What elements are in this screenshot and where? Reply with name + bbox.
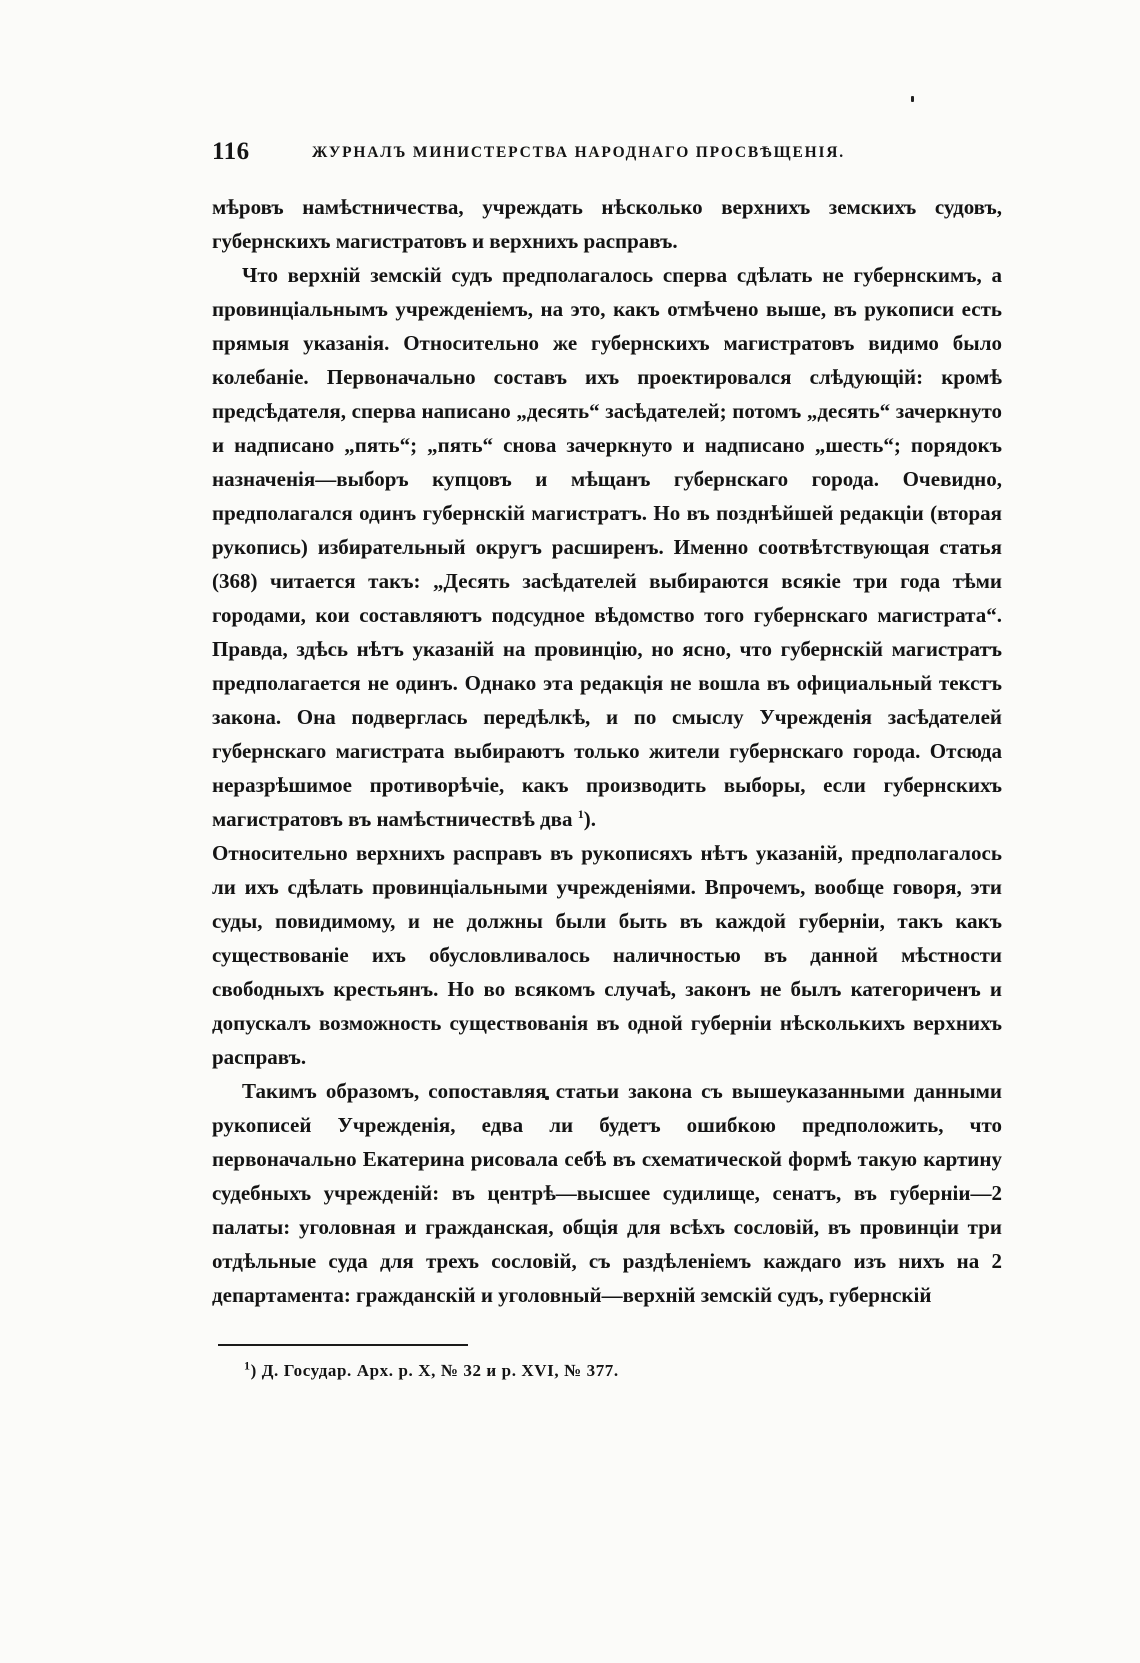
paragraph-magistrates-tail: ).	[583, 807, 597, 831]
footnote-divider	[218, 1344, 468, 1346]
footnote-reference: 1	[577, 807, 584, 821]
footnote-marker: 1	[244, 1358, 251, 1373]
scan-speck	[911, 96, 914, 102]
paragraph-conclusion: Такимъ образомъ, сопоставляя статьи закона съ вышеуказанными данными рукописей Учрежденія, едва ли будетъ ошибкою предположить, что первоначально Екатерина рисовала себѣ въ схематической формѣ такую картину судебныхъ учрежденій: въ центрѣ—высшее судилище, сенатъ, въ губерніи—2 палаты: уголовная и гражданская, общія для всѣхъ сословій, въ провинціи три отдѣльные суда для трехъ сословій, съ раздѣленіемъ каждаго изъ нихъ на 2 департамента: гражданскій и уголовный—верхній земскій судъ, губернскій	[212, 1079, 1002, 1307]
paragraph-rasprava: Относительно верхнихъ расправъ въ рукописяхъ нѣтъ указаній, предполагалось ли ихъ сдѣлать провинціальными учрежденіями. Впрочемъ, вообще говоря, эти суды, повидимому, и не должны были быть въ каждой губерніи, такъ какъ существованіе ихъ обусловливалось наличностью въ данной мѣстности свободныхъ крестьянъ. Но во всякомъ случаѣ, законъ не былъ категориченъ и допускалъ возможность существованія въ одной губерніи нѣсколькихъ верхнихъ расправъ.	[212, 841, 1002, 1069]
body-text	[212, 190, 1002, 1312]
page-number: 116	[212, 138, 250, 165]
paragraph-magistrates-text: Что верхній земскій судъ предполагалось сперва сдѣлать не губернскимъ, а провинціальнымъ учрежденіемъ, на это, какъ отмѣчено выше, въ рукописи есть прямыя указанія. Относительно же губернскихъ магистратовъ видимо было колебаніе. Первоначально составъ ихъ проектировался слѣдующій: кромѣ предсѣдателя, сперва написано „десять“ засѣдателей; потомъ „десять“ зачеркнуто и надписано „пять“; „пять“ снова зачеркнуто и надписано „шесть“; порядокъ назначенія—выборъ купцовъ и мѣщанъ губернскаго города. Очевидно, предполагался одинъ губернскій магистратъ. Но въ позднѣйшей редакціи (вторая рукопись) избирательный округъ расширенъ. Именно соотвѣтствующая статья (368) читается такъ: „Десять засѣдателей выбираются всякіе три года тѣми городами, кои составляютъ подсудное вѣдомство того губернскаго магистрата“. Правда, здѣсь нѣтъ указаній на провинцію, но ясно, что губернскій магистратъ предполагается не одинъ. Однако эта редакція не вошла въ официальный текстъ закона. Она подверглась передѣлкѣ, и по смыслу Учрежденія засѣдателей губернскаго магистрата выбираютъ только жители губернскаго города. Отсюда неразрѣшимое противорѣчіе, какъ производить выборы, если губернскихъ магистратовъ въ намѣстничествѣ два	[212, 263, 1002, 831]
running-header	[212, 138, 1002, 172]
footnote-text: ) Д. Государ. Арх. р. X, № 32 и р. XVI, № 377.	[250, 1361, 619, 1380]
running-title: ЖУРНАЛЪ МИНИСТЕРСТВА НАРОДНАГО ПРОСВѢЩЕНІЯ.	[312, 144, 845, 161]
footnote	[244, 1358, 944, 1381]
paragraph-magistrates	[212, 258, 1002, 836]
paragraph-continuation: мѣровъ намѣстничества, учреждать нѣсколько верхнихъ земскихъ судовъ, губернскихъ магистратовъ и верхнихъ расправъ.	[212, 195, 1002, 253]
